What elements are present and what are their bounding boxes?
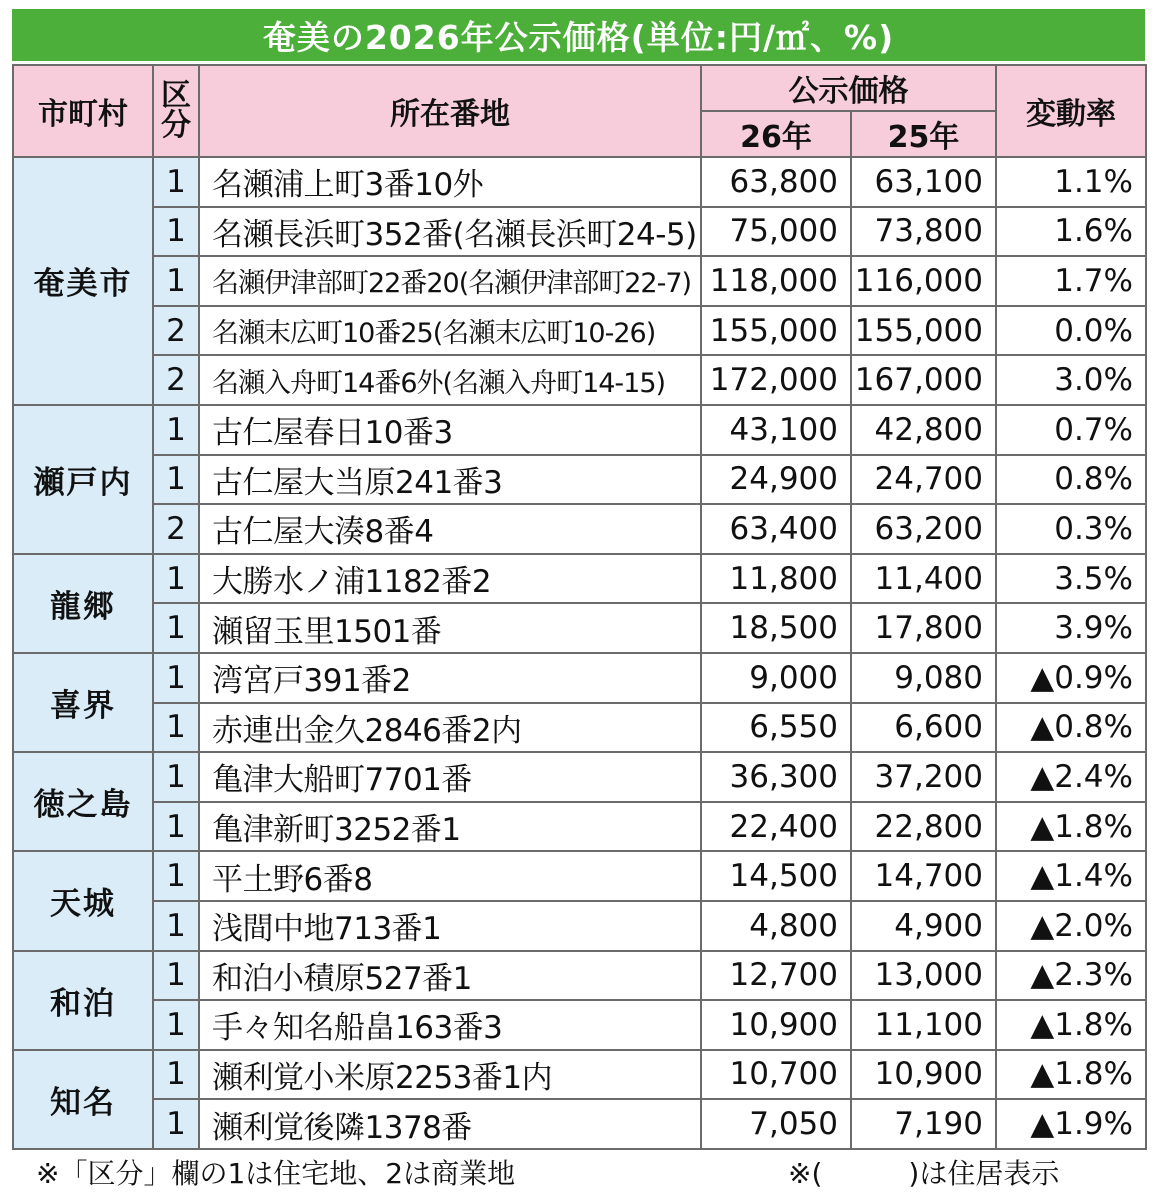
table-row [13, 752, 1146, 802]
price-2025-cell: 24,700 [851, 455, 996, 505]
table-row [13, 1099, 1146, 1149]
municipality-cell: 龍郷 [13, 554, 153, 653]
price-2026-cell: 4,800 [701, 901, 851, 951]
address-cell: 名瀬長浜町352番(名瀬長浜町24-5) [199, 207, 701, 257]
address-cell: 古仁屋春日10番3 [199, 405, 701, 455]
table-row [13, 1050, 1146, 1100]
address-cell: 古仁屋大当原241番3 [199, 455, 701, 505]
table-row [13, 256, 1146, 306]
change-rate-cell: ▲1.9% [996, 1099, 1146, 1149]
change-rate-cell: 1.7% [996, 256, 1146, 306]
table-row [13, 554, 1146, 604]
price-2025-cell: 13,000 [851, 951, 996, 1001]
category-cell: 1 [153, 1099, 199, 1149]
category-cell: 1 [153, 554, 199, 604]
price-2026-cell: 7,050 [701, 1099, 851, 1149]
price-2025-cell: 11,100 [851, 1000, 996, 1050]
address-cell: 瀬留玉里1501番 [199, 603, 701, 653]
category-cell: 1 [153, 703, 199, 753]
price-2025-cell: 42,800 [851, 405, 996, 455]
footnote-residence-prefix: ※( [788, 1157, 823, 1190]
price-2025-cell: 73,800 [851, 207, 996, 257]
price-2026-cell: 6,550 [701, 703, 851, 753]
address-cell: 名瀬伊津部町22番20(名瀬伊津部町22-7) [199, 256, 701, 306]
header-price-group: 公示価格 [701, 65, 996, 111]
header-category-line1: 区 [161, 78, 191, 113]
price-2026-cell: 22,400 [701, 802, 851, 852]
price-2026-cell: 24,900 [701, 455, 851, 505]
footnote-residence-suffix: )は住居表示 [908, 1157, 1060, 1190]
header-year-2026: 26年 [701, 111, 851, 157]
address-cell: 名瀬末広町10番25(名瀬末広町10-26) [199, 306, 701, 356]
address-cell: 浅間中地713番1 [199, 901, 701, 951]
land-price-table [12, 64, 1147, 1150]
category-cell: 2 [153, 306, 199, 356]
address-cell: 手々知名船畠163番3 [199, 1000, 701, 1050]
header-category [153, 65, 199, 157]
change-rate-cell: ▲0.8% [996, 703, 1146, 753]
change-rate-cell: ▲2.0% [996, 901, 1146, 951]
address-cell: 亀津大船町7701番 [199, 752, 701, 802]
header-year-2025: 25年 [851, 111, 996, 157]
price-2025-cell: 22,800 [851, 802, 996, 852]
category-cell: 1 [153, 455, 199, 505]
change-rate-cell: 0.7% [996, 405, 1146, 455]
table-row [13, 306, 1146, 356]
address-cell: 瀬利覚小米原2253番1内 [199, 1050, 701, 1100]
table-row [13, 207, 1146, 257]
category-cell: 1 [153, 1050, 199, 1100]
price-2025-cell: 4,900 [851, 901, 996, 951]
table-row [13, 703, 1146, 753]
price-2026-cell: 36,300 [701, 752, 851, 802]
price-2026-cell: 155,000 [701, 306, 851, 356]
change-rate-cell: ▲1.8% [996, 802, 1146, 852]
price-2026-cell: 10,700 [701, 1050, 851, 1100]
address-cell: 赤連出金久2846番2内 [199, 703, 701, 753]
category-cell: 1 [153, 1000, 199, 1050]
price-2025-cell: 9,080 [851, 653, 996, 703]
change-rate-cell: 3.9% [996, 603, 1146, 653]
footnote-category: ※「区分」欄の1は住宅地、2は商業地 [36, 1157, 516, 1190]
category-cell: 1 [153, 752, 199, 802]
change-rate-cell: ▲1.4% [996, 851, 1146, 901]
category-cell: 1 [153, 901, 199, 951]
price-2026-cell: 11,800 [701, 554, 851, 604]
table-row [13, 951, 1146, 1001]
table-body [13, 157, 1146, 1149]
address-cell: 古仁屋大湊8番4 [199, 504, 701, 554]
category-cell: 2 [153, 355, 199, 405]
table-row [13, 802, 1146, 852]
table-title: 奄美の2026年公示価格(単位:円/㎡、%) [12, 9, 1145, 61]
address-cell: 瀬利覚後隣1378番 [199, 1099, 701, 1149]
address-cell: 大勝水ノ浦1182番2 [199, 554, 701, 604]
address-cell: 亀津新町3252番1 [199, 802, 701, 852]
change-rate-cell: ▲1.8% [996, 1000, 1146, 1050]
municipality-cell: 徳之島 [13, 752, 153, 851]
address-cell: 湾宮戸391番2 [199, 653, 701, 703]
price-2026-cell: 63,800 [701, 157, 851, 207]
price-2025-cell: 6,600 [851, 703, 996, 753]
price-2025-cell: 14,700 [851, 851, 996, 901]
municipality-cell: 天城 [13, 851, 153, 950]
price-2026-cell: 75,000 [701, 207, 851, 257]
header-change-rate: 変動率 [996, 65, 1146, 157]
change-rate-cell: 3.0% [996, 355, 1146, 405]
municipality-cell: 和泊 [13, 951, 153, 1050]
price-2025-cell: 37,200 [851, 752, 996, 802]
price-2025-cell: 10,900 [851, 1050, 996, 1100]
address-cell: 名瀬入舟町14番6外(名瀬入舟町14-15) [199, 355, 701, 405]
price-2025-cell: 17,800 [851, 603, 996, 653]
table-row [13, 1000, 1146, 1050]
header-address: 所在番地 [199, 65, 701, 157]
price-2025-cell: 116,000 [851, 256, 996, 306]
price-2025-cell: 155,000 [851, 306, 996, 356]
change-rate-cell: 1.1% [996, 157, 1146, 207]
category-cell: 2 [153, 504, 199, 554]
category-cell: 1 [153, 653, 199, 703]
table-row [13, 405, 1146, 455]
price-2026-cell: 12,700 [701, 951, 851, 1001]
change-rate-cell: ▲1.8% [996, 1050, 1146, 1100]
price-2026-cell: 43,100 [701, 405, 851, 455]
footnote-residence [788, 1152, 1059, 1192]
price-2026-cell: 118,000 [701, 256, 851, 306]
table-row [13, 603, 1146, 653]
table-row [13, 157, 1146, 207]
header-category-line2: 分 [161, 108, 191, 143]
price-2026-cell: 10,900 [701, 1000, 851, 1050]
price-2025-cell: 63,100 [851, 157, 996, 207]
address-cell: 名瀬浦上町3番10外 [199, 157, 701, 207]
price-2025-cell: 167,000 [851, 355, 996, 405]
table-row [13, 355, 1146, 405]
category-cell: 1 [153, 207, 199, 257]
category-cell: 1 [153, 951, 199, 1001]
municipality-cell: 瀬戸内 [13, 405, 153, 554]
table-row [13, 455, 1146, 505]
address-cell: 平土野6番8 [199, 851, 701, 901]
price-2025-cell: 63,200 [851, 504, 996, 554]
price-2026-cell: 63,400 [701, 504, 851, 554]
address-cell: 和泊小積原527番1 [199, 951, 701, 1001]
municipality-cell: 知名 [13, 1050, 153, 1149]
change-rate-cell: 3.5% [996, 554, 1146, 604]
table-row [13, 653, 1146, 703]
change-rate-cell: 0.8% [996, 455, 1146, 505]
category-cell: 1 [153, 603, 199, 653]
change-rate-cell: ▲0.9% [996, 653, 1146, 703]
price-2026-cell: 14,500 [701, 851, 851, 901]
category-cell: 1 [153, 256, 199, 306]
header-municipality: 市町村 [13, 65, 153, 157]
category-cell: 1 [153, 802, 199, 852]
change-rate-cell: ▲2.4% [996, 752, 1146, 802]
category-cell: 1 [153, 851, 199, 901]
municipality-cell: 喜界 [13, 653, 153, 752]
price-2026-cell: 9,000 [701, 653, 851, 703]
change-rate-cell: 1.6% [996, 207, 1146, 257]
change-rate-cell: 0.0% [996, 306, 1146, 356]
category-cell: 1 [153, 405, 199, 455]
price-2026-cell: 18,500 [701, 603, 851, 653]
change-rate-cell: ▲2.3% [996, 951, 1146, 1001]
table-row [13, 504, 1146, 554]
price-2025-cell: 7,190 [851, 1099, 996, 1149]
category-cell: 1 [153, 157, 199, 207]
table-row [13, 851, 1146, 901]
price-2025-cell: 11,400 [851, 554, 996, 604]
table-row [13, 901, 1146, 951]
change-rate-cell: 0.3% [996, 504, 1146, 554]
price-2026-cell: 172,000 [701, 355, 851, 405]
municipality-cell: 奄美市 [13, 157, 153, 405]
